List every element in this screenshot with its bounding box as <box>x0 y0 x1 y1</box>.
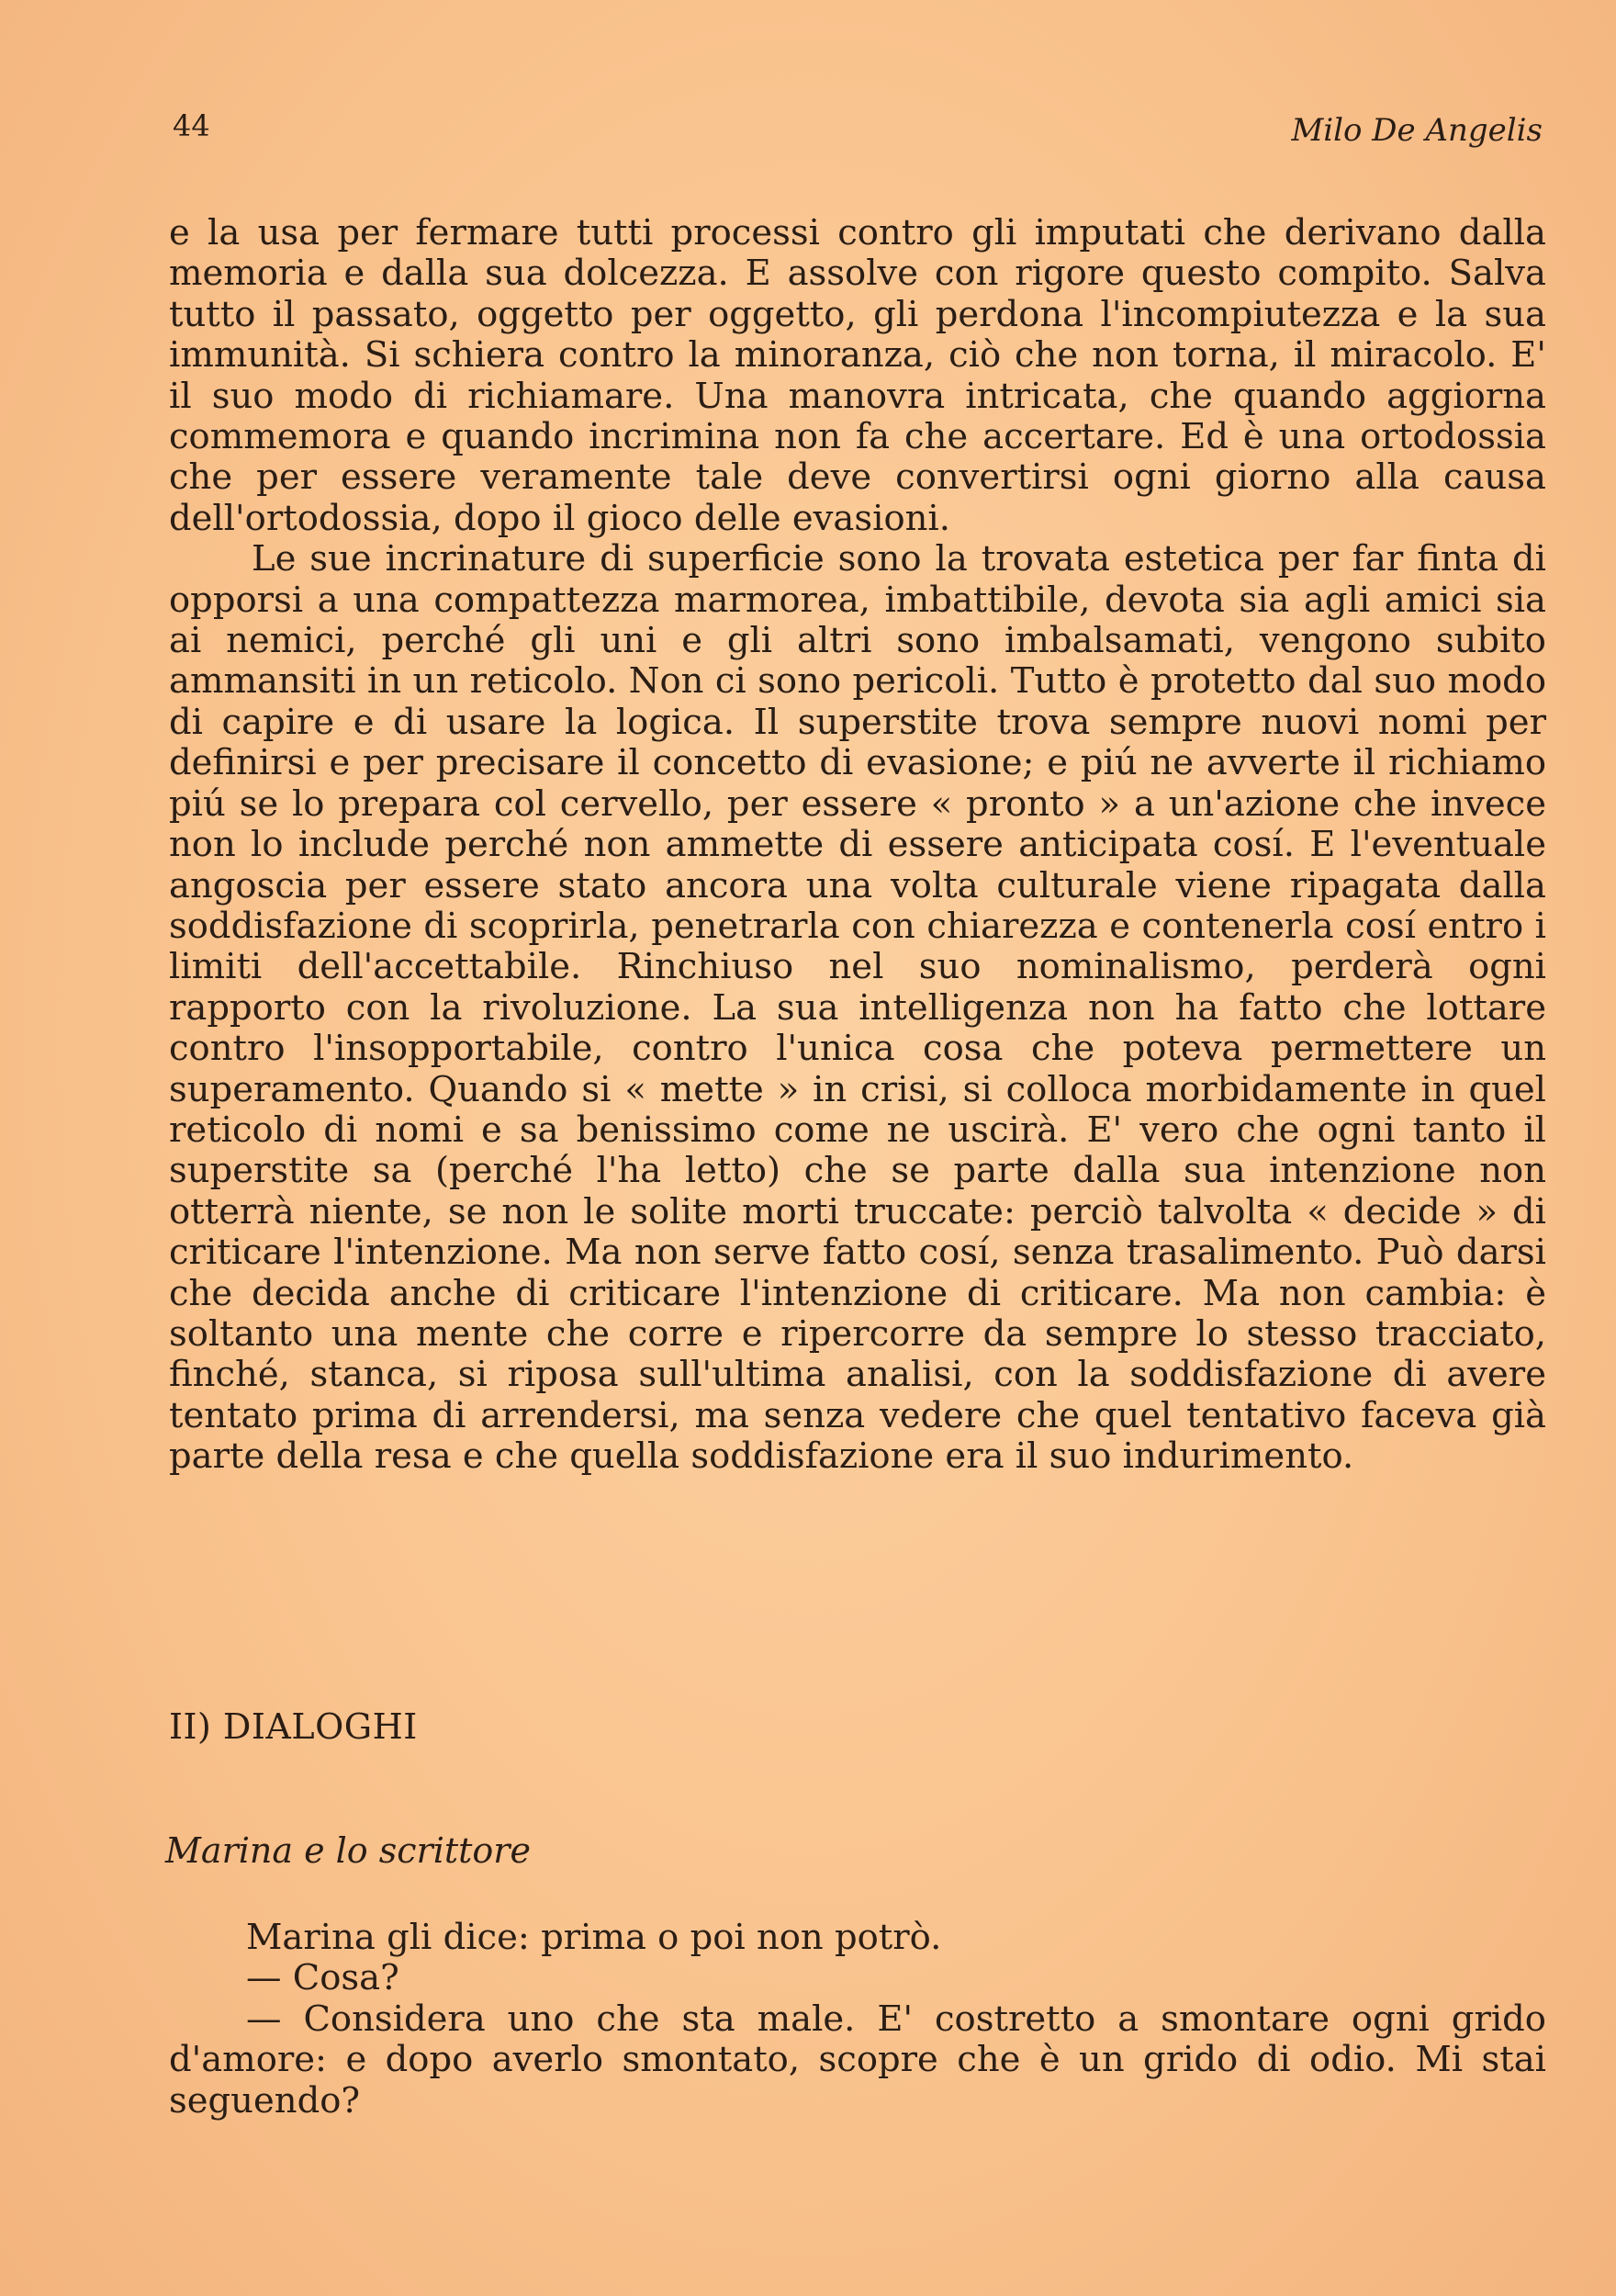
dialogue-line: — Considera uno che sta male. E' costretto a smontare ogni grido d'amore: e dopo averlo smontato, scopre che è un grido di odio. Mi stai seguendo? <box>169 1998 1546 2122</box>
dialogue-line: Marina gli dice: prima o poi non potrò. <box>246 1917 942 1958</box>
dialogue <box>169 1918 1546 2122</box>
section-heading: II) DIALOGHI <box>169 1706 418 1747</box>
paragraph: e la usa per fermare tutti processi contro gli imputati che derivano dalla memoria e dalla sua dolcezza. E assolve con rigore questo compito. Salva tutto il passato, oggetto per oggetto, gli perdona l'incompiutezza e la sua immunità. Si schiera contro la minoranza, ciò che non torna, il miracolo. E' il suo modo di richiamare. Una manovra intricata, che quando aggiorna commemora e quando incrimina non fa che accertare. Ed è una ortodossia che per essere veramente tale deve convertirsi ogni giorno alla causa dell'ortodossia, dopo il gioco delle evasioni. <box>169 212 1546 539</box>
paragraph: Le sue incrinature di superficie sono la trovata estetica per far finta di opporsi a una compattezza marmorea, imbattibile, devota sia agli amici sia ai nemici, perché gli uni e gli altri sono imbalsamati, vengono subito ammansiti in un reticolo. Non ci sono pericoli. Tutto è protetto dal suo modo di capire e di usare la logica. Il superstite trova sempre nuovi nomi per definirsi e per precisare il concetto di evasione; e piú ne avverte il richiamo piú se lo prepara col cervello, per essere « pronto » a un'azione che invece non lo include perché non ammette di essere anticipata cosí. E l'eventuale angoscia per essere stato ancora una volta culturale viene ripagata dalla soddisfazione di scoprirla, penetrarla con chiarezza e contenerla cosí entro i limiti dell'accettabile. Rinchiuso nel suo nominalismo, perderà ogni rapporto con la rivoluzione. La sua intelligenza non ha fatto che lottare contro l'insopportabile, contro l'unica cosa che poteva permettere un superamento. Quando si « mette » in crisi, si colloca morbidamente in quel reticolo di nomi e sa benissimo come ne uscirà. E' vero che ogni tanto il superstite sa (perché l'ha letto) che se parte dalla sua intenzione non otterrà niente, se non le solite morti truccate: perciò talvolta « decide » di criticare l'intenzione. Ma non serve fatto cosí, senza trasalimento. Può darsi che decida anche di criticare l'intenzione di criticare. Ma non cambia: è soltanto una mente che corre e ripercorre da sempre lo stesso tracciato, finché, stanca, si riposa sull'ultima analisi, con la soddisfazione di avere tentato prima di arrendersi, ma senza vedere che quel tentativo faceva già parte della resa e che quella soddisfazione era il suo indurimento. <box>169 538 1546 1478</box>
subsection-heading: Marina e lo scrittore <box>165 1830 531 1871</box>
running-title: Milo De Angelis <box>1291 112 1543 149</box>
page-number: 44 <box>173 108 210 143</box>
dialogue-line: — Cosa? <box>246 1957 399 1999</box>
running-head <box>173 108 1543 154</box>
body-text <box>169 213 1546 1478</box>
